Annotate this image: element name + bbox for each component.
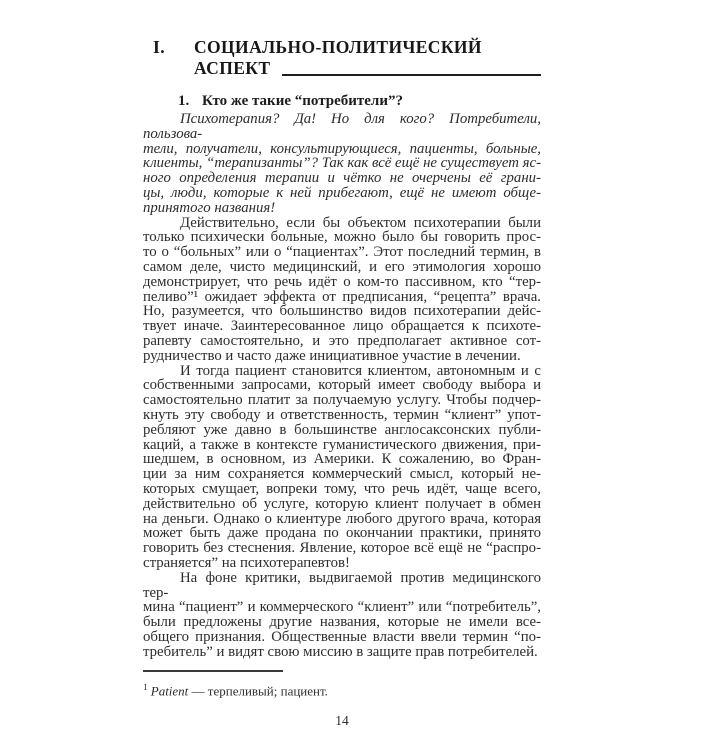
footnote-text: — терпеливый; пациент. (191, 683, 328, 699)
text-line: мина “пациент” и коммерческого “клиент” или “потребитель”, (143, 599, 541, 616)
text-line: может быть даже продана по окончании практики, принято (143, 525, 541, 542)
chapter-heading-line2 (143, 58, 541, 79)
text-line: ции за ним сохраняется коммерческий смысл, который не- (143, 466, 541, 483)
text-line: принятого названия! (143, 199, 276, 216)
text-line: цы, люди, которые к ней прибегают, ещё не имеют обще- (143, 184, 541, 201)
text-line: каций, а также в контексте гуманистического движения, при- (143, 436, 541, 453)
text-line: самом деле, чисто медицинский, и его этимология хорошо (143, 258, 541, 275)
page-number: 14 (335, 712, 349, 728)
text-line: которых смущает, вопреки тому, что речь идёт, чаще всего, (143, 480, 541, 497)
text-line: страняется” на психотерапевтов! (143, 554, 350, 571)
footnote-divider (143, 670, 283, 672)
text-line: шедшем, в основном, из Америки. К сожалению, во Фран- (143, 451, 541, 468)
body-paragraphs (143, 112, 541, 659)
text-line: клиенты, “терапизанты”? Так как всё ещё не существует яс- (143, 155, 541, 172)
text-line: твует иначе. Заинтересованное лицо обращается к психоте- (143, 318, 541, 335)
text-line: общего признания. Общественные власти ввели термин “по- (143, 628, 541, 645)
section-title: Кто же такие “потребители”? (202, 93, 403, 109)
section-number: 1. (178, 93, 190, 109)
text-line: Действительно, если бы объектом психотерапии были (180, 214, 541, 231)
chapter-number: I. (153, 37, 165, 57)
chapter-title-line1: СОЦИАЛЬНО-ПОЛИТИЧЕСКИЙ (194, 37, 482, 57)
paragraph (143, 364, 541, 571)
text-line: собственными запросами, который имеет свободу выбора и (143, 377, 541, 394)
text-line: говорить без стеснения. Явление, которое всё ещё не “распро- (143, 540, 541, 557)
text-line: тели, получатели, консультирующиеся, пациенты, больные, (143, 140, 541, 157)
paragraph (143, 571, 541, 660)
paragraph (143, 112, 541, 216)
footnote-marker: 1 (143, 682, 148, 693)
text-line: самостоятельно платит за получаемую услугу. Чтобы подчер- (143, 392, 541, 409)
chapter-heading (143, 37, 541, 79)
text-line: рудничество и часто даже инициативное участие в лечении. (143, 347, 521, 364)
chapter-title-line2: АСПЕКТ (194, 58, 271, 78)
text-line: то о “больных” или о “пациентах”. Этот последний термин, в (143, 244, 541, 261)
section-heading (143, 94, 541, 109)
text-line: пеливо”¹ ожидает эффекта от предписания, “рецепта” врача. (143, 288, 541, 305)
text-line: Психотерапия? Да! Но для кого? Потребители, пользова- (143, 111, 541, 142)
footnote-term: Patient (150, 683, 189, 699)
text-line: Но, разумеется, что большинство видов психотерапии дейс- (143, 303, 541, 320)
text-line: требитель” и видят свою миссию в защите прав потребителей. (143, 643, 538, 660)
text-line: были предложены другие названия, которые не имели все- (143, 614, 541, 631)
chapter-underline (282, 74, 541, 77)
text-line: действительно об услуге, которую клиент получает в обмен (143, 495, 541, 512)
text-column (143, 37, 541, 729)
text-line: ребляют уже давно в большинстве англосаксонских публи- (143, 421, 541, 438)
text-line: только психически больные, можно было бы говорить прос- (143, 229, 541, 246)
text-line: кнуть эту свободу и ответственность, термин “клиент” упот- (143, 406, 541, 423)
text-line: демонстрирует, что речь идёт о ком-то пассивном, кто “тер- (143, 273, 541, 290)
text-line: На фоне критики, выдвигаемой против медицинского тер- (143, 569, 541, 601)
text-line: ного определения терапии и чётко не очерчены её грани- (143, 170, 541, 187)
chapter-heading-line1 (143, 37, 541, 58)
text-line: рапевту самостоятельно, и это предполагает активное сот- (143, 332, 541, 349)
text-line: И тогда пациент становится клиентом, автономным и с (180, 362, 541, 379)
text-line: на деньги. Однако о клиентуре любого другого врача, которая (143, 510, 541, 527)
paragraph (143, 216, 541, 364)
footnote (143, 679, 541, 699)
